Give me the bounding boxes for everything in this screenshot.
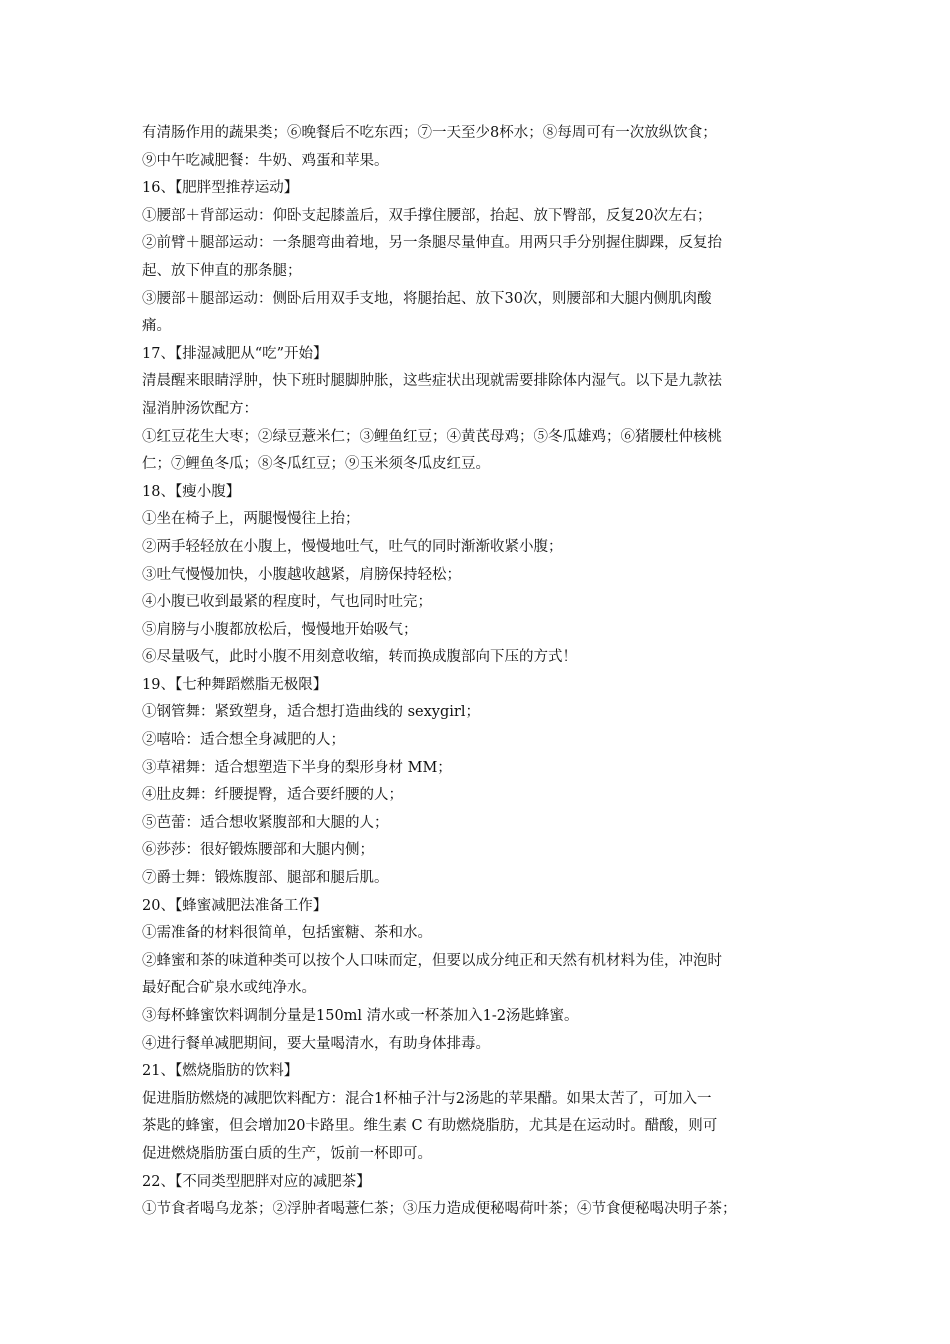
text-line: ③吐气慢慢加快，小腹越收越紧，肩膀保持轻松； (142, 566, 461, 583)
text-line: ⑦爵士舞：锻炼腹部、腿部和腿后肌。 (142, 870, 389, 887)
text-line: ⑥莎莎：很好锻炼腰部和大腿内侧； (142, 842, 374, 859)
text-line: ①坐在椅子上，两腿慢慢往上抬； (142, 511, 360, 528)
text-line: ⑤肩膀与小腹都放松后，慢慢地开始吸气； (142, 621, 418, 638)
text-line: 湿消肿汤饮配方： (142, 400, 258, 417)
text-line: ①节食者喝乌龙茶；②浮肿者喝薏仁茶；③压力造成便秘喝荷叶茶；④节食便秘喝决明子茶； (142, 1201, 737, 1218)
text-line: 清晨醒来眼睛浮肿，快下班时腿脚肿胀，这些症状出现就需要排除体内湿气。以下是九款祛 (142, 373, 722, 390)
text-line: 茶匙的蜂蜜，但会增加20卡路里。维生素 C 有助燃烧脂肪，尤其是在运动时。醋酸，则可 (142, 1118, 718, 1135)
text-line: 有清肠作用的蔬果类；⑥晚餐后不吃东西；⑦一天至少8杯水；⑧每周可有一次放纵饮食； (142, 125, 717, 141)
section-heading: 18、【瘦小腹】 (142, 483, 241, 500)
text-line: 痛。 (142, 318, 171, 335)
section-heading: 21、【燃烧脂肪的饮料】 (142, 1063, 299, 1080)
text-line: ③每杯蜂蜜饮料调制分量是150ml 清水或一杯茶加入1-2汤匙蜂蜜。 (142, 1008, 579, 1024)
section-heading: 17、【排湿减肥从“吃”开始】 (142, 345, 328, 362)
section-heading: 19、【七种舞蹈燃脂无极限】 (142, 676, 328, 693)
text-line: 最好配合矿泉水或纯净水。 (142, 980, 316, 997)
text-line: ①需准备的材料很简单，包括蜜糖、茶和水。 (142, 925, 432, 942)
text-line: ④肚皮舞：纤腰提臀，适合要纤腰的人； (142, 787, 403, 804)
text-line: ②嘻哈：适合想全身减肥的人； (142, 732, 345, 749)
text-line: 起、放下伸直的那条腿； (142, 262, 302, 279)
text-line: ⑨中午吃减肥餐：牛奶、鸡蛋和苹果。 (142, 152, 389, 169)
text-line: ④进行餐单减肥期间，要大量喝清水，有助身体排毒。 (142, 1035, 490, 1052)
text-line: ①钢管舞：紧致塑身，适合想打造曲线的 sexygirl； (142, 704, 480, 721)
text-line: 仁；⑦鲤鱼冬瓜；⑧冬瓜红豆；⑨玉米须冬瓜皮红豆。 (142, 456, 490, 473)
document-body (142, 120, 812, 1224)
text-line: 促进脂肪燃烧的减肥饮料配方：混合1杯柚子汁与2汤匙的苹果醋。如果太苦了，可加入一 (142, 1090, 712, 1107)
text-line: ③腰部＋腿部运动：侧卧后用双手支地，将腿抬起、放下30次，则腰部和大腿内侧肌肉酸 (142, 290, 712, 307)
text-line: ⑥尽量吸气，此时小腹不用刻意收缩，转而换成腹部向下压的方式！ (142, 649, 577, 666)
text-line: ③草裙舞：适合想塑造下半身的梨形身材 MM； (142, 759, 452, 776)
text-line: ②前臂＋腿部运动：一条腿弯曲着地，另一条腿尽量伸直。用两只手分别握住脚踝，反复抬 (142, 235, 722, 252)
text-line: ①红豆花生大枣；②绿豆薏米仁；③鲤鱼红豆；④黄芪母鸡；⑤冬瓜雄鸡；⑥猪腰杜仲核桃 (142, 428, 722, 445)
text-line: ④小腹已收到最紧的程度时，气也同时吐完； (142, 594, 432, 611)
section-heading: 20、【蜂蜜减肥法准备工作】 (142, 897, 328, 914)
text-line: ⑤芭蕾：适合想收紧腹部和大腿的人； (142, 814, 389, 831)
text-line: ②两手轻轻放在小腹上，慢慢地吐气，吐气的同时渐渐收紧小腹； (142, 538, 563, 555)
section-heading: 16、【肥胖型推荐运动】 (142, 180, 299, 197)
section-heading: 22、【不同类型肥胖对应的减肥茶】 (142, 1173, 371, 1190)
text-line: 促进燃烧脂肪蛋白质的生产，饭前一杯即可。 (142, 1145, 432, 1162)
text-line: ①腰部＋背部运动：仰卧支起膝盖后，双手撑住腰部，抬起、放下臀部，反复20次左右； (142, 207, 712, 224)
text-line: ②蜂蜜和茶的味道种类可以按个人口味而定，但要以成分纯正和天然有机材料为佳，冲泡时 (142, 952, 722, 969)
